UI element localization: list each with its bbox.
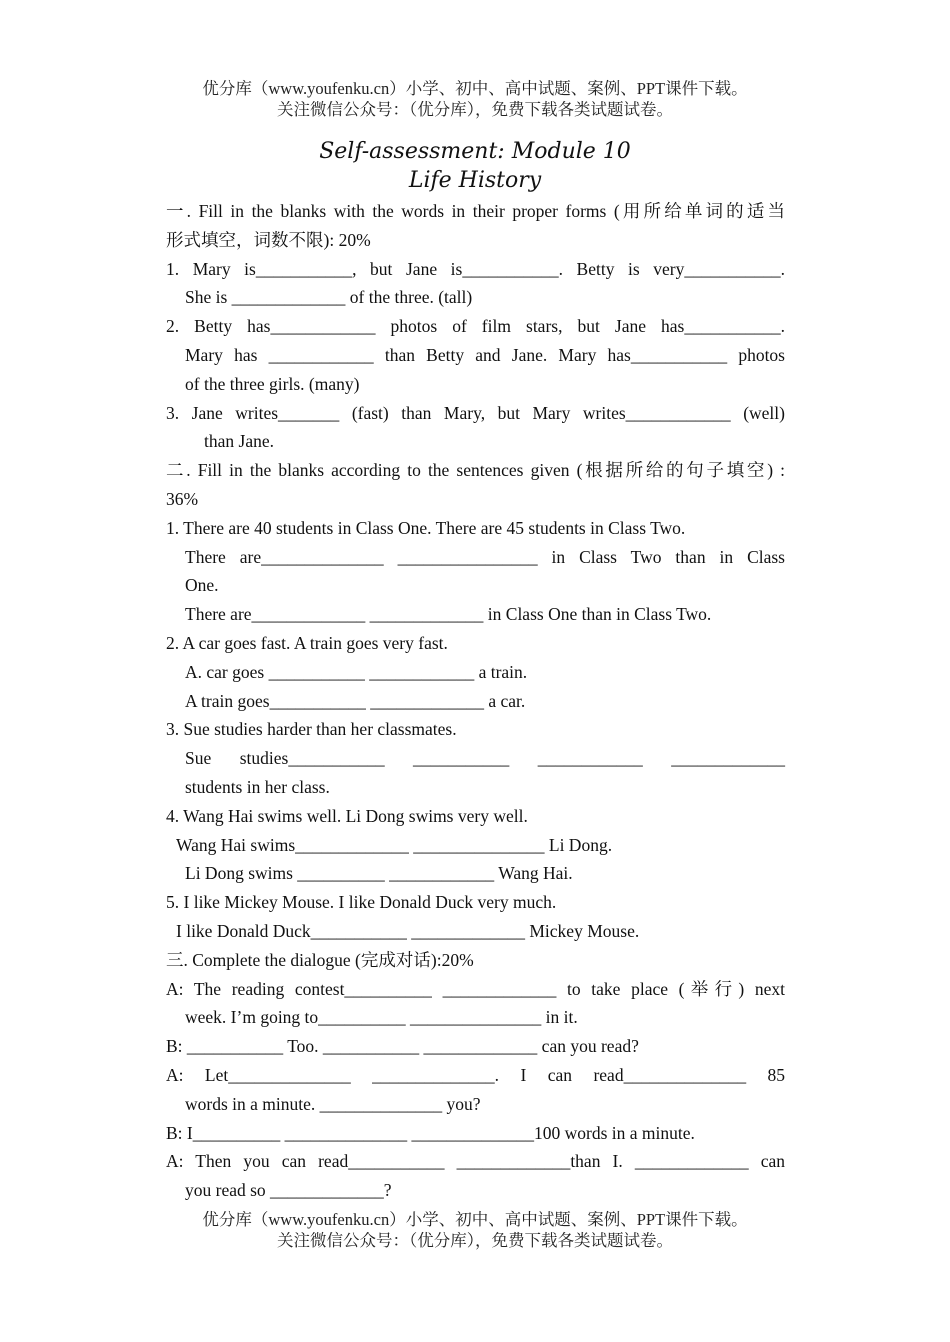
q1-2-line: 2. Betty has____________ photos of film stars, but Jane has___________. [166, 316, 785, 337]
dialogue-line: A: The reading contest__________ _____________ to take place (举行) next [166, 978, 785, 999]
q1-2-line: of the three girls. (many) [185, 373, 360, 394]
footer-line-2: 关注微信公众号：（优分库），免费下载各类试题试卷。 [277, 1231, 673, 1250]
q2-4-line: Li Dong swims __________ ____________ Wang Hai. [185, 863, 573, 884]
header-line-2: 关注微信公众号：（优分库），免费下载各类试题试卷。 [277, 100, 673, 119]
dialogue-line: B: I__________ ______________ ______________100 words in a minute. [166, 1122, 695, 1143]
q2-3-line: Sue studies___________ ___________ ____________ _____________ [185, 748, 785, 769]
section-1-heading-cont: 形式填空，词数不限): 20% [166, 229, 371, 250]
document-subtitle: Life History [408, 168, 542, 193]
page-header [0, 78, 950, 120]
dialogue-line: you read so _____________? [185, 1180, 392, 1201]
q2-1-line: One. [185, 575, 219, 596]
q1-1-line: She is _____________ of the three. (tall) [185, 287, 473, 308]
q2-2-line: 2. A car goes fast. A train goes very fast. [166, 632, 448, 653]
q2-2-line: A train goes___________ _____________ a car. [185, 690, 526, 711]
q2-3-line: students in her class. [185, 776, 330, 797]
q1-3-line: than Jane. [204, 431, 274, 452]
q2-5-line: 5. I like Mickey Mouse. I like Donald Duck very much. [166, 892, 557, 913]
section-1-heading: 一. Fill in the blanks with the words in their proper forms (用所给单词的适当 [166, 201, 785, 221]
q2-4-line: Wang Hai swims_____________ _______________ Li Dong. [176, 834, 613, 855]
footer-line-1: 优分库（www.youfenku.cn）小学、初中、高中试题、案例、PPT课件下载。 [202, 1210, 748, 1229]
q2-3-line: 3. Sue studies harder than her classmates. [166, 719, 457, 740]
section-2-heading: 二. Fill in the blanks according to the sentences given (根据所给的句子填空) : [166, 460, 785, 481]
page-footer [0, 1209, 950, 1251]
section-3-heading: 三. Complete the dialogue (完成对话):20% [166, 949, 474, 970]
q2-1-line: There are_____________ _____________ in Class One than in Class Two. [185, 604, 712, 625]
section-2-heading-cont: 36% [166, 488, 199, 509]
q2-5-line: I like Donald Duck___________ _____________ Mickey Mouse. [176, 920, 640, 941]
q1-2-line: Mary has ____________ than Betty and Jane. Mary has___________ photos [185, 344, 785, 365]
dialogue-line: week. I’m going to__________ _______________ in it. [185, 1007, 578, 1028]
q2-4-line: 4. Wang Hai swims well. Li Dong swims very well. [166, 805, 528, 826]
dialogue-line: B: ___________ Too. ___________ _____________ can you read? [166, 1036, 639, 1057]
dialogue-line: A: Then you can read___________ _____________than I. _____________ can [166, 1151, 785, 1172]
dialogue-line: words in a minute. ______________ you? [185, 1093, 481, 1114]
q2-1-line: There are______________ ________________ in Class Two than in Class [185, 546, 785, 567]
dialogue-line: A: Let______________ ______________. I can read______________ 85 [166, 1064, 785, 1085]
worksheet-body [166, 197, 785, 1205]
q2-1-line: 1. There are 40 students in Class One. There are 45 students in Class Two. [166, 517, 686, 538]
q1-3-line: 3. Jane writes_______ (fast) than Mary, but Mary writes____________ (well) [166, 402, 785, 423]
header-line-1: 优分库（www.youfenku.cn）小学、初中、高中试题、案例、PPT课件下载。 [202, 79, 748, 98]
document-title: Self-assessment: Module 10 [319, 139, 631, 164]
q1-1-line: 1. Mary is___________, but Jane is___________. Betty is very___________. [166, 258, 785, 279]
q2-2-line: A. car goes ___________ ____________ a train. [185, 661, 528, 682]
